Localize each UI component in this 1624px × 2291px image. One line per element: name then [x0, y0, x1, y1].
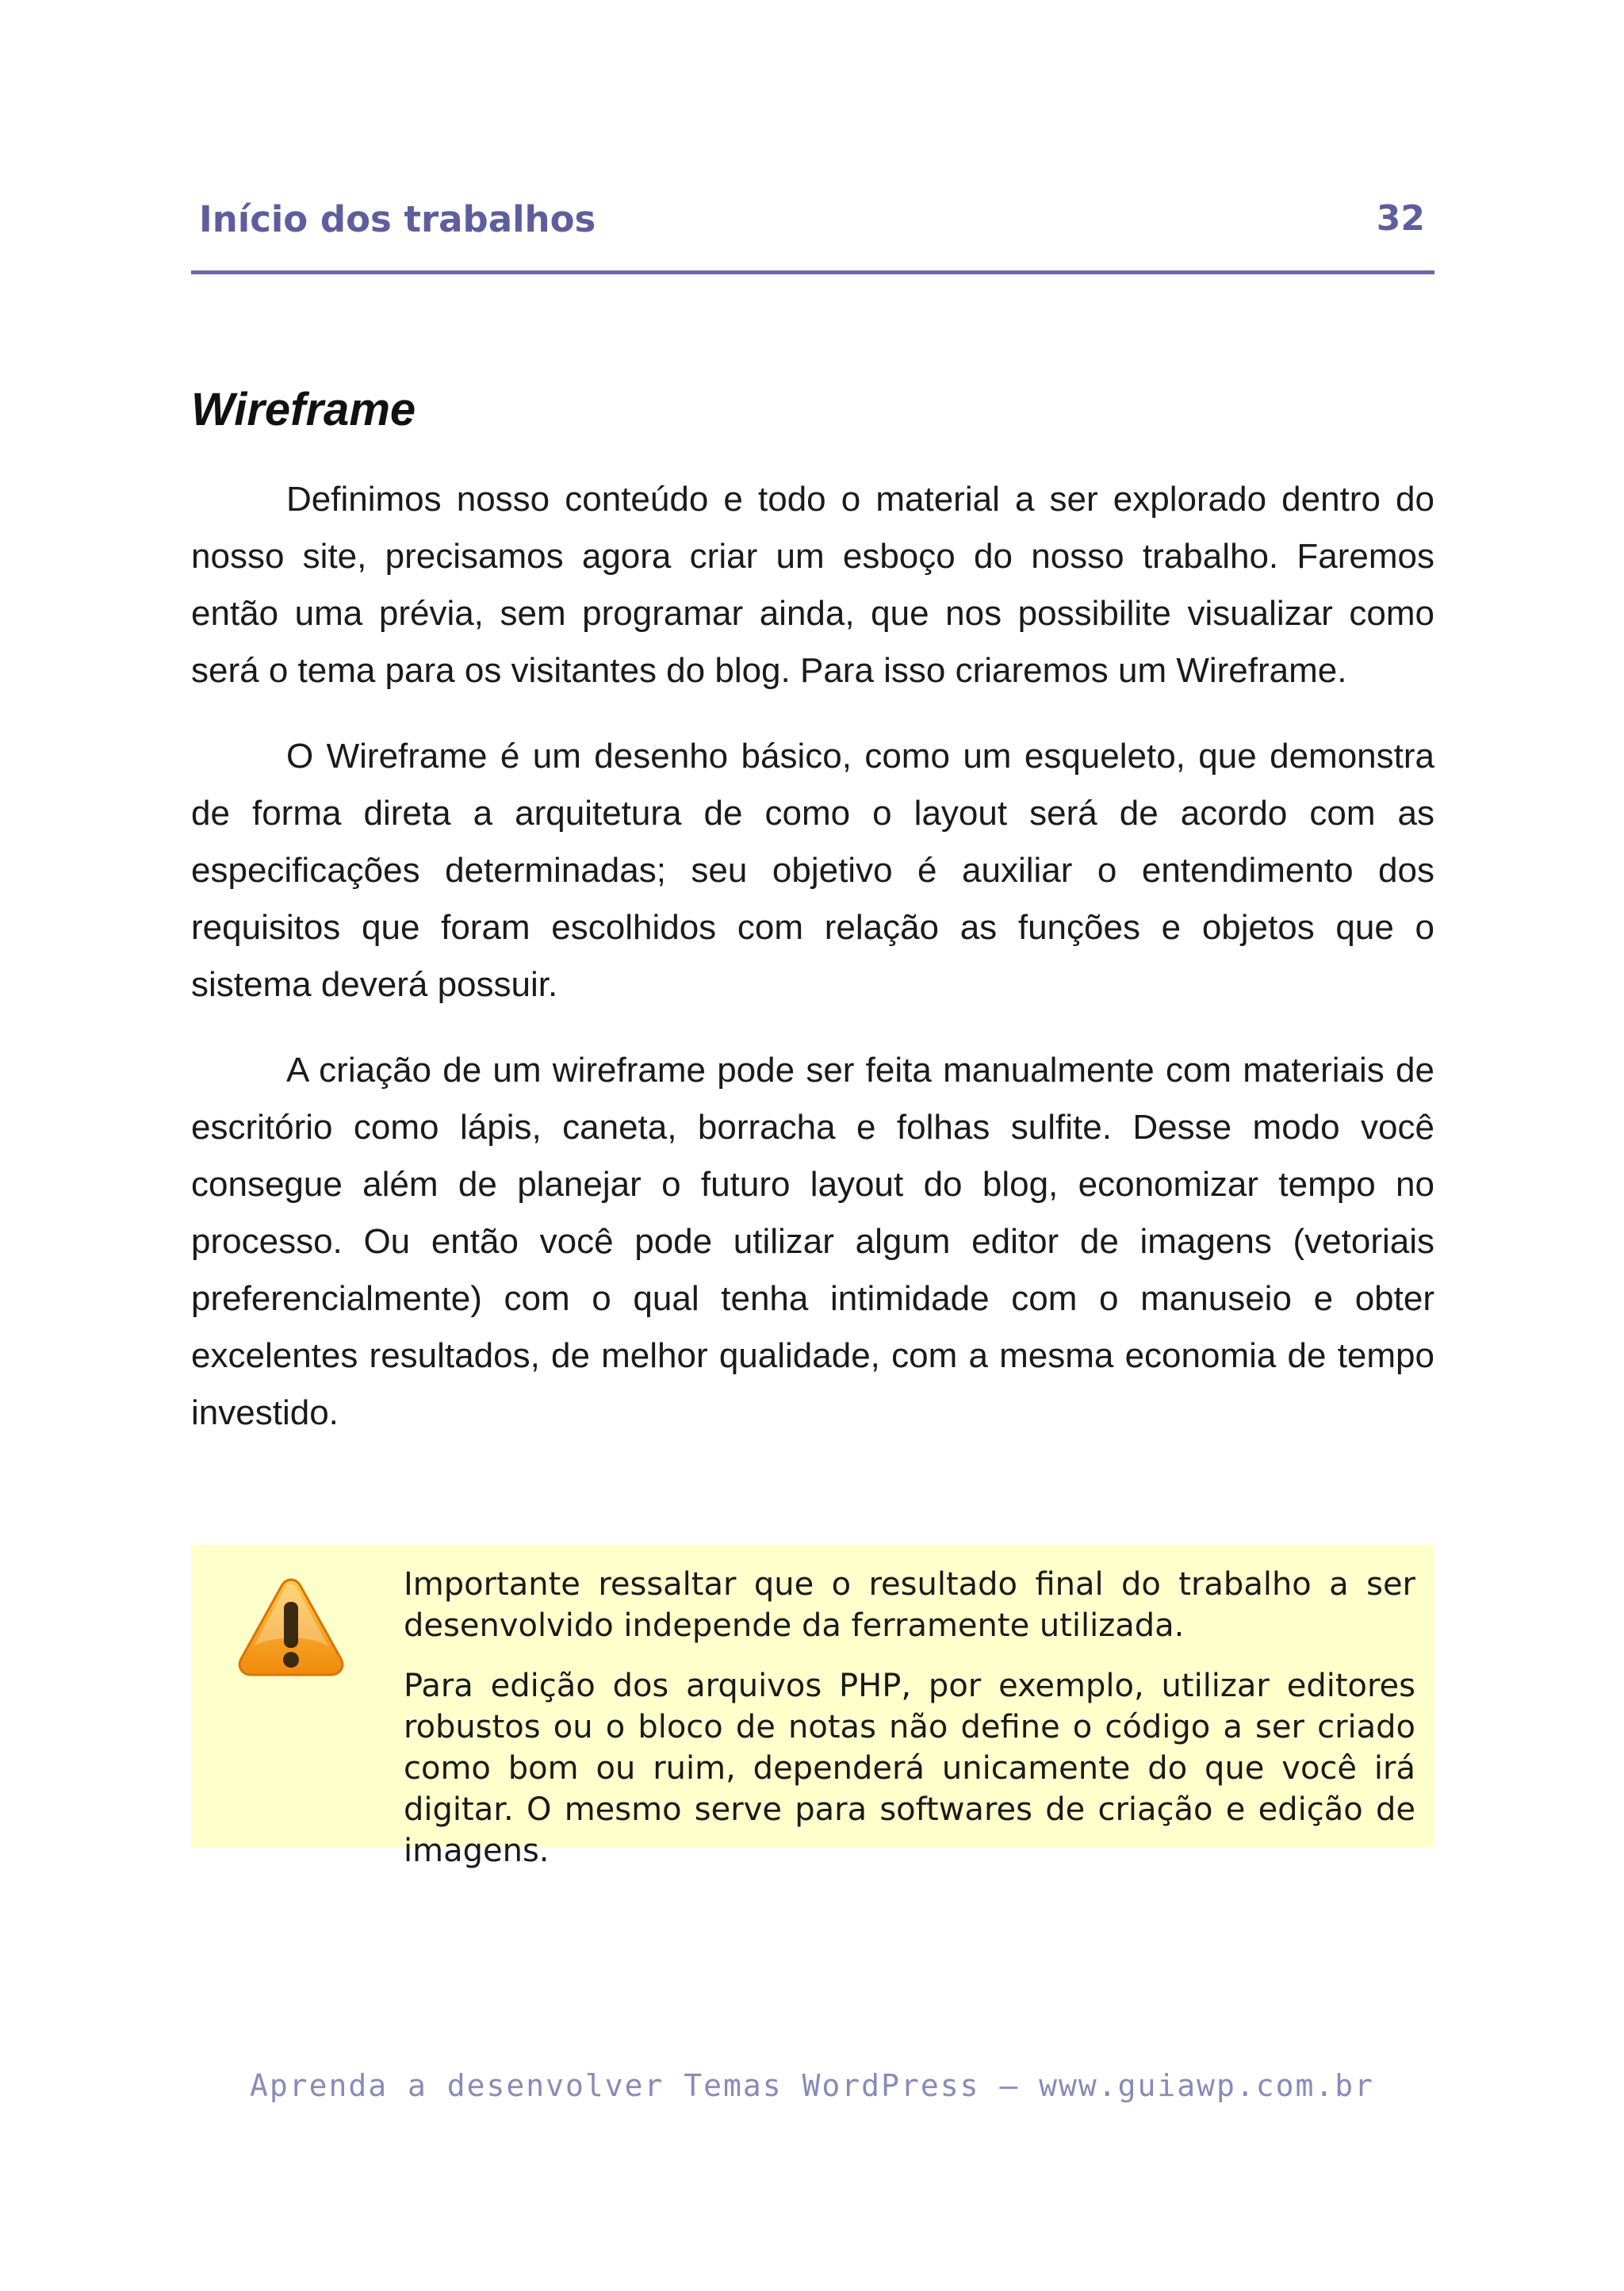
section-title: Wireframe — [191, 384, 416, 435]
page-header — [191, 190, 1434, 274]
chapter-title: Início dos trabalhos — [199, 198, 596, 240]
note-paragraph-2: Para edição dos arquivos PHP, por exemplo, utilizar editores robustos ou o bloco de notas não define o código a ser criado como bom ou ruim, dependerá unicamente do que você irá digitar. O mesmo serve para softwares de criação e edição de imagens. — [404, 1668, 1415, 1869]
page-number: 32 — [1376, 198, 1425, 239]
note-paragraph-1: Importante ressaltar que o resultado final do trabalho a ser desenvolvido independe da ferramente utilizada. — [404, 1566, 1415, 1644]
important-note-box — [191, 1545, 1434, 1869]
warning-icon — [235, 1573, 347, 1680]
paragraph-3: A criação de um wireframe pode ser feita manualmente com materiais de escritório como lápis, caneta, borracha e folhas sulfite. Desse modo você consegue além de planejar o futuro layout do blog, economizar tempo no processo. Ou então você pode utilizar algum editor de imagens (vetoriais preferencialmente) com o qual tenha intimidade com o manuseio e obter excelentes resultados, de melhor qualidade, com a mesma economia de tempo investido. — [191, 1051, 1434, 1432]
note-text — [404, 1564, 1415, 1891]
body-text — [191, 471, 1434, 1470]
paragraph-1: Definimos nosso conteúdo e todo o material a ser explorado dentro do nosso site, precisamos agora criar um esboço do nosso trabalho. Faremos então uma prévia, sem programar ainda, que nos possibilite visualizar como será o tema para os visitantes do blog. Para isso criaremos um Wireframe. — [191, 480, 1434, 690]
paragraph-2: O Wireframe é um desenho básico, como um esqueleto, que demonstra de forma direta a arquitetura de como o layout será de acordo com as especificações determinadas; seu objetivo é auxiliar o entendimento dos requisitos que foram escolhidos com relação as funções e objetos que o sistema deverá possuir. — [191, 737, 1434, 1004]
page-footer: Aprenda a desenvolver Temas WordPress – www.guiawp.com.br — [249, 2068, 1375, 2103]
